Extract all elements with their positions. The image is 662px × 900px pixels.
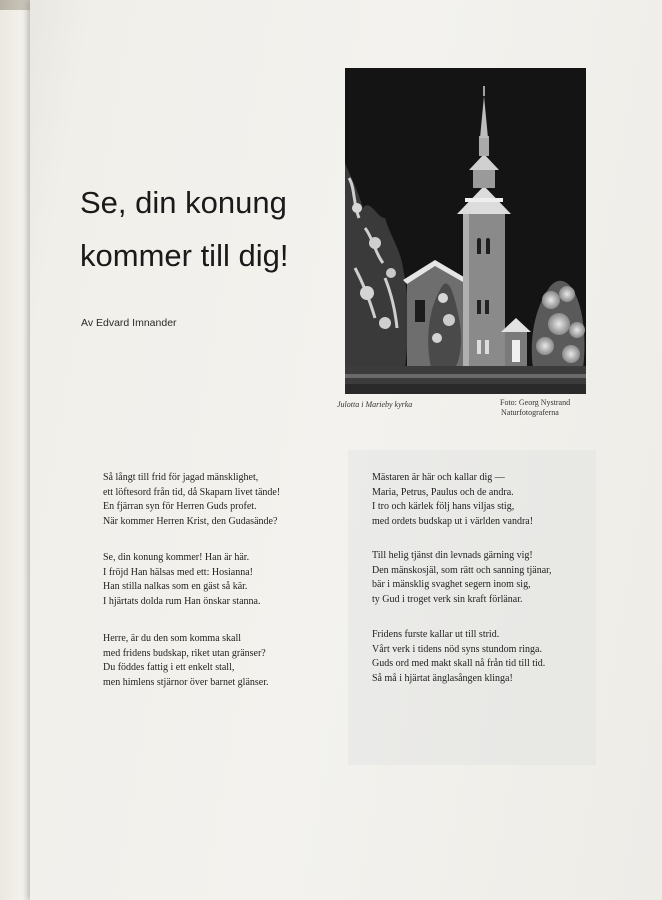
poem-line: Du föddes fattig i ett enkelt stall,: [103, 662, 235, 674]
poem-line: bär i mänsklig svaghet segern inom sig,: [372, 579, 531, 591]
poem-line: Mästaren är här och kallar dig —: [372, 472, 505, 483]
photo-credit-line-1: Foto: Georg Nystrand: [500, 398, 571, 407]
poem-line: ty Gud i troget verk sin kraft förlänar.: [372, 594, 523, 606]
photo-credit-line-2: Naturfotograferna: [501, 408, 559, 417]
poem-stanza-left-2: [103, 551, 260, 610]
photo-credit: [500, 398, 586, 418]
article-title: [80, 176, 340, 282]
poem-stanza-left-3: [103, 632, 269, 691]
title-line-1: Se, din konung: [80, 185, 287, 220]
poem-line: Guds ord med makt skall nå från tid till tid.: [372, 658, 546, 670]
poem-line: När kommer Herren Krist, den Gudasände?: [103, 516, 278, 528]
poem-line: men himlens stjärnor över barnet glänser.: [103, 677, 269, 689]
poem-line: Han stilla nalkas som en gäst så kär.: [103, 581, 248, 593]
poem-line: I fröjd Han hälsas med ett: Hosianna!: [103, 566, 253, 578]
poem-line: Så långt till frid för jagad mänsklighet,: [103, 472, 259, 483]
poem-line: Fridens furste kallar ut till strid.: [372, 629, 500, 640]
church-photo: [345, 68, 586, 394]
poem-stanza-right-1: [372, 471, 533, 530]
poem-line: med fridens budskap, riket utan gränser?: [103, 647, 266, 659]
poem-line: En fjärran syn för Herren Guds profet.: [103, 501, 257, 513]
poem-line: Herre, är du den som komma skall: [103, 633, 242, 644]
poem-stanza-right-2: [372, 549, 552, 608]
poem-line: ett löftesord från tid, då Skaparn livet tände!: [103, 486, 281, 498]
poem-line: Till helig tjänst din levnads gärning vig!: [372, 550, 533, 561]
poem-line: I tro och kärlek följ hans viljas stig,: [372, 501, 515, 513]
poem-line: Se, din konung kommer! Han är här.: [103, 552, 250, 563]
title-line-2: kommer till dig!: [80, 238, 289, 273]
photo-caption: Julotta i Marieby kyrka: [337, 400, 413, 409]
poem-line: Så må i hjärtat änglasången klinga!: [372, 673, 513, 685]
poem-line: I hjärtats dolda rum Han önskar stanna.: [103, 596, 261, 608]
poem-line: Den mänskosjäl, som rätt och sanning tjänar,: [372, 564, 552, 576]
poem-line: med ordets budskap ut i världen vandra!: [372, 516, 534, 528]
byline: Av Edvard Imnander: [81, 317, 177, 329]
poem-stanza-right-3: [372, 628, 545, 687]
church-illustration: [345, 68, 586, 394]
poem-line: Vårt verk i tidens nöd syns stundom ringa.: [372, 643, 542, 655]
poem-stanza-left-1: [103, 471, 280, 530]
poem-line: Maria, Petrus, Paulus och de andra.: [372, 486, 514, 498]
